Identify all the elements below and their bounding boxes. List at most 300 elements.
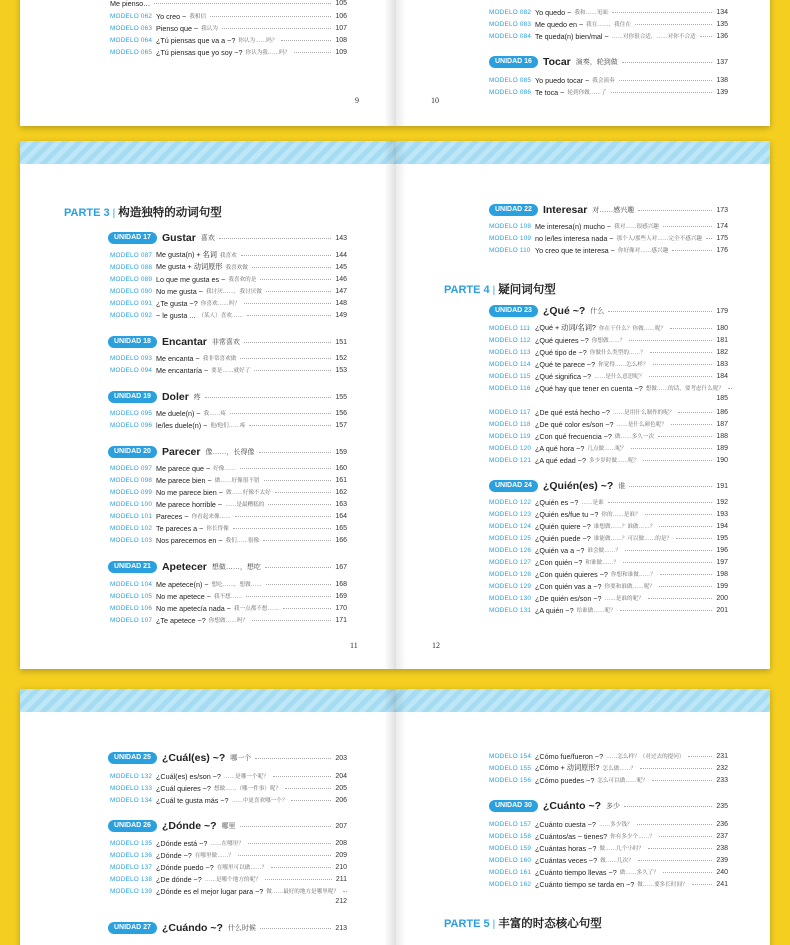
page-number: 209 xyxy=(335,851,347,859)
page-number: 105 xyxy=(335,0,347,7)
model-label: MODELO 062 xyxy=(110,12,153,20)
unit-heading[interactable] xyxy=(108,230,347,246)
unit-heading[interactable] xyxy=(108,559,347,575)
meaning: 和谁做……？ xyxy=(585,560,619,566)
list-item[interactable] xyxy=(110,46,347,58)
phrase: ¿Cómo + 动词原形? xyxy=(535,763,600,772)
phrase: Me parece horrible ~ xyxy=(156,499,223,509)
meaning: 给谁做……呢？ xyxy=(576,608,616,614)
meaning: ……在哪里？ xyxy=(210,841,244,847)
list-item[interactable] xyxy=(489,842,728,854)
list-item[interactable] xyxy=(489,30,728,42)
meaning: 他/他们……疼 xyxy=(210,423,246,429)
phrase: ¿De qué color es/son ~? xyxy=(535,419,614,429)
page-number: 169 xyxy=(335,592,347,600)
unit-title: Parecer xyxy=(161,446,201,458)
meaning: 想做……的话，要考虑什么呢？ xyxy=(645,386,725,392)
page-number: 175 xyxy=(716,234,728,242)
model-label: MODELO 124 xyxy=(489,522,532,530)
phrase: Me gusta(n) + 名词 xyxy=(156,250,217,259)
model-label: MODELO 133 xyxy=(110,784,153,792)
meaning: 多少岁时做……呢？ xyxy=(588,458,640,464)
meaning: 做……好像很不错 xyxy=(214,478,260,484)
page-number: 179 xyxy=(716,307,728,315)
page-number: 189 xyxy=(716,444,728,452)
list-item[interactable] xyxy=(489,750,728,762)
meaning: 我和……见面 xyxy=(574,10,608,16)
spread-1 xyxy=(20,0,770,126)
phrase: ¿Dónde ~? xyxy=(156,850,192,860)
meaning: 我在……，我住在 xyxy=(586,22,631,28)
list-item[interactable] xyxy=(110,861,347,873)
list-item[interactable] xyxy=(110,498,347,510)
model-label: MODELO 138 xyxy=(110,875,153,883)
list-item[interactable] xyxy=(489,86,728,98)
list-item[interactable] xyxy=(489,866,728,878)
page-number: 176 xyxy=(716,246,728,254)
model-label: MODELO 160 xyxy=(489,856,532,864)
unit-title: Doler xyxy=(161,391,189,403)
list-item[interactable] xyxy=(489,544,728,556)
meaning: 那个人/那些人对……完全不感兴趣 xyxy=(616,236,702,242)
phrase: ¿Cuál te gusta más ~? xyxy=(156,795,229,805)
phrase: Nos parecemos en ~ xyxy=(156,535,223,545)
page-number: 170 xyxy=(335,604,347,612)
unit-heading[interactable] xyxy=(108,750,347,766)
page-number: 148 xyxy=(335,299,347,307)
meaning: ……是最糟糕的 xyxy=(225,502,265,508)
list-item[interactable] xyxy=(110,614,347,626)
list-item[interactable] xyxy=(110,782,347,794)
model-label: MODELO 087 xyxy=(110,251,153,259)
model-label: MODELO 099 xyxy=(110,488,153,496)
meaning: 做……好像不太好 xyxy=(225,490,271,496)
meaning: 想吃……，想做…… xyxy=(211,582,262,588)
list-item[interactable] xyxy=(110,590,347,602)
model-label: MODELO 117 xyxy=(489,408,531,416)
page-10 xyxy=(395,0,770,126)
page-number: 187 xyxy=(716,420,728,428)
list-item[interactable] xyxy=(110,534,347,546)
page-number: 107 xyxy=(335,24,347,32)
page-number: 164 xyxy=(335,512,347,520)
meaning: 想做……（哪一件事）呢？ xyxy=(213,786,282,792)
unit-heading[interactable] xyxy=(108,334,347,350)
list-item[interactable] xyxy=(489,604,728,616)
page-number: 138 xyxy=(716,76,728,84)
model-label: MODELO 115 xyxy=(489,372,531,380)
page-number: 155 xyxy=(335,393,347,401)
list-item[interactable] xyxy=(489,532,728,544)
page-folio: 10 xyxy=(431,96,439,105)
unit-heading[interactable] xyxy=(489,478,728,494)
page-number: 195 xyxy=(716,534,728,542)
unit-badge: UNIDAD 24 xyxy=(489,480,538,492)
model-label: MODELO 084 xyxy=(489,32,532,40)
phrase: Pienso que ~ xyxy=(156,23,199,33)
unit-title: ¿Cuál(es) ~? xyxy=(161,752,226,764)
list-item[interactable] xyxy=(110,419,347,431)
parte-title: 构造独特的动词句型 xyxy=(118,207,222,219)
list-item[interactable] xyxy=(110,486,347,498)
unit-meaning: 演奏，轮到做 xyxy=(575,59,618,66)
unit-heading[interactable] xyxy=(489,798,728,814)
model-label: MODELO 119 xyxy=(489,432,531,440)
unit-badge: UNIDAD 27 xyxy=(108,922,157,934)
page-number: 186 xyxy=(716,408,728,416)
meaning: 你认为我……吗？ xyxy=(245,50,291,56)
page-number: 194 xyxy=(716,522,728,530)
model-label: MODELO 131 xyxy=(489,606,532,614)
list-item[interactable] xyxy=(110,794,347,806)
model-label: MODELO 116 xyxy=(489,384,531,392)
page-number: 180 xyxy=(716,324,728,332)
model-label: MODELO 092 xyxy=(110,311,153,319)
model-label: MODELO 088 xyxy=(110,263,153,271)
phrase: Me interesa(n) mucho ~ xyxy=(535,221,612,231)
parte-label: PARTE 3 xyxy=(64,207,110,219)
list-item[interactable] xyxy=(489,556,728,568)
meaning: 好像…… xyxy=(213,466,236,472)
model-label: MODELO 110 xyxy=(489,246,531,254)
model-label: MODELO 129 xyxy=(489,582,532,590)
unit-title: ¿Cuánto ~? xyxy=(542,800,601,812)
phrase: ¿A qué hora ~? xyxy=(535,443,585,453)
model-label: MODELO 127 xyxy=(489,558,532,566)
model-label: MODELO 098 xyxy=(110,476,153,484)
list-item[interactable] xyxy=(110,510,347,522)
list-item[interactable] xyxy=(110,602,347,614)
parte-title: 丰富的时态核心句型 xyxy=(498,918,602,930)
page-number: 183 xyxy=(716,360,728,368)
list-item[interactable] xyxy=(110,474,347,486)
model-label: MODELO 100 xyxy=(110,500,153,508)
meaning: 我一点都不想…… xyxy=(233,606,279,612)
list-item[interactable] xyxy=(489,830,728,842)
meaning: 在哪里做……？ xyxy=(194,853,234,859)
list-item[interactable] xyxy=(489,442,728,454)
model-label: MODELO 120 xyxy=(489,444,532,452)
list-item[interactable] xyxy=(110,352,347,364)
model-label: MODELO 122 xyxy=(489,498,532,506)
list-item[interactable] xyxy=(110,10,347,22)
meaning: 我会演奏 xyxy=(592,78,615,84)
meaning: ……是什么意思呢？ xyxy=(594,374,645,380)
page-number: 156 xyxy=(335,409,347,417)
phrase: Pareces ~ xyxy=(156,511,189,521)
meaning: 谁能做……？可以做……的是？ xyxy=(593,536,673,542)
unit-meaning: 对……感兴趣 xyxy=(592,207,635,214)
phrase: Me encantaría ~ xyxy=(156,365,209,375)
model-label: MODELO 085 xyxy=(489,76,532,84)
list-item[interactable] xyxy=(489,406,728,418)
model-label: MODELO 156 xyxy=(489,776,532,784)
model-label: MODELO 136 xyxy=(110,851,153,859)
meaning: ……怎么样？（对过去的提问） xyxy=(606,754,685,760)
phrase: ¿Qué + 动词/名词? xyxy=(535,323,596,332)
unit-badge: UNIDAD 30 xyxy=(489,800,538,812)
list-item[interactable] xyxy=(110,309,347,321)
list-item[interactable] xyxy=(489,818,728,830)
list-item[interactable] xyxy=(489,74,728,86)
list-item[interactable] xyxy=(110,522,347,534)
unit-heading[interactable] xyxy=(108,920,347,936)
meaning: 我对……很感兴趣 xyxy=(614,224,659,230)
unit-meaning: 像……，长得像 xyxy=(205,449,255,456)
unit-badge: UNIDAD 21 xyxy=(108,561,157,573)
phrase: No me apetecía nada ~ xyxy=(156,603,231,613)
list-item[interactable] xyxy=(489,370,728,382)
list-item[interactable] xyxy=(110,873,347,885)
model-label: MODELO 109 xyxy=(489,234,532,242)
page-number: 162 xyxy=(335,488,347,496)
meaning: 你认为……吗？ xyxy=(238,38,278,44)
phrase: Me encanta ~ xyxy=(156,353,200,363)
unit-heading[interactable] xyxy=(489,54,728,70)
phrase: ¿Cómo fue/fueron ~? xyxy=(535,751,604,761)
list-item[interactable] xyxy=(489,568,728,580)
phrase: ¿Cuál(es) es/son ~? xyxy=(156,771,221,781)
page-number: 106 xyxy=(335,12,347,20)
page-number: 108 xyxy=(335,36,347,44)
phrase: Te queda(n) bien/mal ~ xyxy=(535,31,609,41)
phrase: Me quedo en ~ xyxy=(535,19,584,29)
phrase: ¿Tú piensas que va a ~? xyxy=(156,35,236,45)
list-item[interactable] xyxy=(489,774,728,786)
phrase: ¿Quién va a ~? xyxy=(535,545,585,555)
list-item[interactable] xyxy=(489,520,728,532)
unit-title: Apetecer xyxy=(161,561,207,573)
list-item[interactable] xyxy=(489,508,728,520)
list-item[interactable] xyxy=(110,462,347,474)
meaning: 我们……很像 xyxy=(225,538,260,544)
list-item[interactable] xyxy=(489,6,728,18)
phrase: ¿Cuánto cuesta ~? xyxy=(535,819,596,829)
phrase: ¿Qué significa ~? xyxy=(535,371,592,381)
list-item[interactable] xyxy=(489,358,728,370)
model-label: MODELO 094 xyxy=(110,366,153,374)
meaning: 你有多少个……？ xyxy=(610,834,655,840)
page-number: 201 xyxy=(716,606,728,614)
page-number: 203 xyxy=(335,754,347,762)
model-label: MODELO 135 xyxy=(110,839,153,847)
unit-badge: UNIDAD 22 xyxy=(489,204,538,216)
unit-title: ¿Qué ~? xyxy=(542,305,586,317)
list-item[interactable] xyxy=(489,334,728,346)
page-number: 145 xyxy=(335,263,347,271)
unit-badge: UNIDAD 26 xyxy=(108,820,157,832)
unit-badge: UNIDAD 23 xyxy=(489,305,538,317)
page-number: 153 xyxy=(335,366,347,374)
phrase: ¿Con qué frecuencia ~? xyxy=(535,431,612,441)
model-label: MODELO 125 xyxy=(489,534,532,542)
model-label: MODELO 101 xyxy=(110,512,153,520)
page-number: 109 xyxy=(335,48,347,56)
list-item[interactable] xyxy=(489,18,728,30)
page-number: 147 xyxy=(335,287,347,295)
unit-meaning: 想做……，想吃 xyxy=(211,564,261,571)
page-number: 197 xyxy=(716,558,728,566)
spread-3 xyxy=(20,689,770,945)
phrase: ¿Cuántos/as ~ tienes? xyxy=(535,831,608,841)
page-number: 161 xyxy=(335,476,347,484)
phrase: Me pienso… xyxy=(110,0,151,8)
phrase: ¿Con quién ~? xyxy=(535,557,583,567)
list-item[interactable] xyxy=(110,297,347,309)
meaning: 要是……就好了 xyxy=(211,368,251,374)
list-item[interactable] xyxy=(110,770,347,782)
page-number: 236 xyxy=(716,820,728,828)
list-item[interactable] xyxy=(110,273,347,285)
phrase: Te toca ~ xyxy=(535,87,565,97)
page-number: 185 xyxy=(716,395,728,402)
page-number: 182 xyxy=(716,348,728,356)
phrase: Me apetece(n) ~ xyxy=(156,579,209,589)
list-item[interactable] xyxy=(489,322,728,334)
meaning: 我喜欢的是 xyxy=(228,277,257,283)
unit-badge: UNIDAD 19 xyxy=(108,391,157,403)
unit-heading[interactable] xyxy=(489,202,728,218)
meaning: 你看起来像…… xyxy=(191,514,231,520)
page-number: 191 xyxy=(716,482,728,490)
meaning: ……是哪一个呢？ xyxy=(223,774,269,780)
meaning: 我喜欢 xyxy=(219,253,237,259)
list-item[interactable] xyxy=(110,285,347,297)
unit-heading[interactable] xyxy=(489,303,728,319)
list-item[interactable] xyxy=(489,232,728,244)
list-item[interactable] xyxy=(110,849,347,861)
meaning: 轮到你做……了 xyxy=(567,90,607,96)
meaning: ……中更喜欢哪一个？ xyxy=(231,798,288,804)
unit-heading[interactable] xyxy=(108,818,347,834)
list-item[interactable] xyxy=(489,878,728,890)
phrase: no le/les interesa nada ~ xyxy=(535,233,614,243)
unit-heading[interactable] xyxy=(108,444,347,460)
phrase: ¿Qué te parece ~? xyxy=(535,359,596,369)
list-item[interactable] xyxy=(489,592,728,604)
page-number: 135 xyxy=(716,20,728,28)
list-item[interactable] xyxy=(489,382,728,394)
list-item[interactable] xyxy=(489,220,728,232)
unit-heading[interactable] xyxy=(108,389,347,405)
list-item[interactable] xyxy=(489,430,728,442)
page-number: 231 xyxy=(716,752,728,760)
page-number: 204 xyxy=(335,772,347,780)
model-label: MODELO 162 xyxy=(489,880,532,888)
meaning: 做……几次？ xyxy=(600,858,634,864)
list-item[interactable] xyxy=(110,885,347,897)
phrase: Yo quedo ~ xyxy=(535,7,572,17)
meaning: 你的……是谁？ xyxy=(601,512,641,518)
parte-heading: PARTE 5 | 丰富的时态核心句型 xyxy=(444,915,602,931)
page-number: 206 xyxy=(335,796,347,804)
page-number: 144 xyxy=(335,251,347,259)
list-item[interactable] xyxy=(110,837,347,849)
meaning: 我……疼 xyxy=(203,411,226,417)
unit-meaning: 喜欢 xyxy=(200,235,215,242)
spread-2 xyxy=(20,141,770,669)
page-number: 198 xyxy=(716,570,728,578)
model-label: MODELO 104 xyxy=(110,580,153,588)
list-item[interactable] xyxy=(110,578,347,590)
model-label: MODELO 155 xyxy=(489,764,532,772)
phrase: ¿Tú piensas que yo soy ~? xyxy=(156,47,243,57)
list-item[interactable] xyxy=(489,346,728,358)
list-item[interactable] xyxy=(110,249,347,261)
model-label: MODELO 114 xyxy=(489,360,531,368)
list-item[interactable] xyxy=(110,407,347,419)
list-item[interactable] xyxy=(110,261,347,273)
phrase: ¿A qué edad ~? xyxy=(535,455,586,465)
list-item[interactable] xyxy=(489,762,728,774)
unit-title: Tocar xyxy=(542,56,571,68)
model-label: MODELO 097 xyxy=(110,464,153,472)
page-number: 134 xyxy=(716,8,728,16)
meaning: 你想做……？ xyxy=(591,338,626,344)
model-label: MODELO 082 xyxy=(489,8,532,16)
page-number: 239 xyxy=(716,856,728,864)
phrase: ¿Cuántas horas ~? xyxy=(535,843,597,853)
meaning: ……是用什么制作的呢？ xyxy=(612,410,675,416)
model-label: MODELO 064 xyxy=(110,36,153,44)
model-label: MODELO 093 xyxy=(110,354,153,362)
unit-badge: UNIDAD 17 xyxy=(108,232,157,244)
page-number: 160 xyxy=(335,464,347,472)
meaning: 我不想…… xyxy=(213,594,242,600)
unit-badge: UNIDAD 20 xyxy=(108,446,157,458)
meaning: ……多少钱？ xyxy=(598,822,633,828)
list-item[interactable] xyxy=(110,364,347,376)
meaning: 做……多久一次 xyxy=(614,434,655,440)
parte-title: 疑问词句型 xyxy=(498,284,556,296)
list-item[interactable] xyxy=(489,454,728,466)
phrase: ¿Qué tipo de ~? xyxy=(535,347,587,357)
page-number: 192 xyxy=(716,498,728,506)
phrase: ¿Con quién vas a ~? xyxy=(535,581,602,591)
list-item[interactable] xyxy=(110,34,347,46)
page-number: 151 xyxy=(335,338,347,346)
page-number: 146 xyxy=(335,275,347,283)
meaning: 你要和谁做……呢？ xyxy=(604,584,655,590)
page-number: 212 xyxy=(335,898,347,905)
meaning: 我喜欢做 xyxy=(225,265,248,271)
page-number: 240 xyxy=(716,868,728,876)
phrase: Me parece que ~ xyxy=(156,463,211,473)
meaning: 怎么做……？ xyxy=(602,766,637,772)
model-label: MODELO 083 xyxy=(489,20,532,28)
model-label: MODELO 105 xyxy=(110,592,153,600)
page-number: 235 xyxy=(716,802,728,810)
unit-meaning: 非常喜欢 xyxy=(211,339,240,346)
list-item[interactable] xyxy=(489,854,728,866)
unit-meaning: 多少 xyxy=(606,803,620,810)
list-item[interactable] xyxy=(489,580,728,592)
page-number: 207 xyxy=(335,822,347,830)
list-item[interactable] xyxy=(489,244,728,256)
phrase: ¿Te apetece ~? xyxy=(156,615,206,625)
meaning: 做……最好的地方是哪里呢？ xyxy=(266,889,340,895)
list-item[interactable] xyxy=(489,496,728,508)
phrase: ¿Cuánto tiempo se tarda en ~? xyxy=(535,879,635,889)
list-item[interactable] xyxy=(110,22,347,34)
meaning: 几点做……呢？ xyxy=(587,446,627,452)
list-item[interactable] xyxy=(489,418,728,430)
meaning: 你好像对……感兴趣 xyxy=(617,248,669,254)
model-label: MODELO 107 xyxy=(110,616,153,624)
page-number: 166 xyxy=(335,536,347,544)
phrase: Yo puedo tocar ~ xyxy=(535,75,590,85)
model-label: MODELO 095 xyxy=(110,409,153,417)
